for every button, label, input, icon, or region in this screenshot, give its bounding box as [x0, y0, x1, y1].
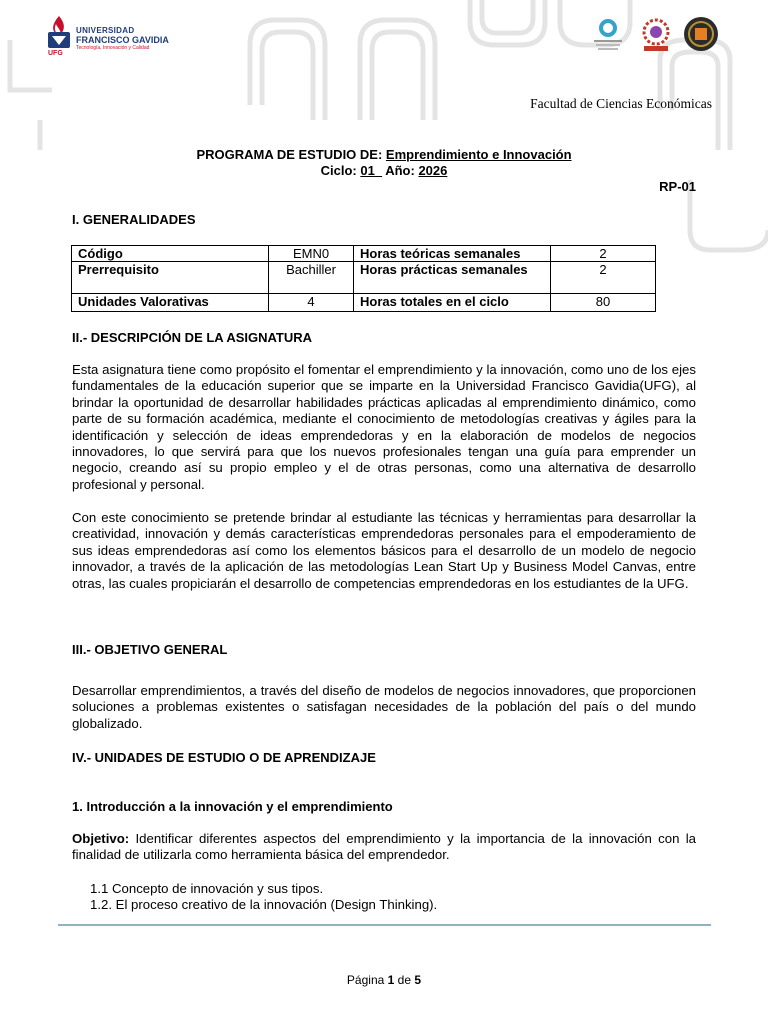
program-title-prefix: PROGRAMA DE ESTUDIO DE:: [196, 147, 383, 162]
logo-line2: FRANCISCO GAVIDIA: [76, 35, 169, 45]
footer-divider: [58, 924, 711, 926]
table-row: [72, 262, 656, 294]
description-paragraph-2: Con este conocimiento se pretende brindar al estudiante las técnicas y herramientas para desarrollar la creatividad, innovación y demás características emprendedoras personales para el empoderamiento de sus ideas emprendedoras así como los elementos básicos para el desarrollo de un modelo de negocio innovador, a través de la aplicación de las metodologías Lean Start Up y Business Model Canvas, entre otras, las cuales propiciarán el desarrollo de competencias emprendedoras en los estudiantes de la UFG.: [72, 510, 696, 591]
section-heading-unidades: IV.- UNIDADES DE ESTUDIO O DE APRENDIZAJE: [72, 750, 376, 765]
table-cell: Horas prácticas semanales: [354, 262, 551, 294]
list-item: 1.1 Concepto de innovación y sus tipos.: [90, 881, 324, 896]
list-item: 1.2. El proceso creativo de la innovación (Design Thinking).: [90, 897, 438, 913]
generalities-table: [71, 245, 656, 312]
table-cell: 80: [551, 294, 656, 312]
cycle-year-line: [0, 163, 768, 178]
table-row: [72, 246, 656, 262]
logo-abbr: UFG: [48, 50, 63, 57]
table-cell: EMN0: [269, 246, 354, 262]
year-label: Año:: [385, 163, 415, 178]
page-label: Página: [346, 973, 385, 987]
quality-award-icon: [680, 14, 722, 54]
table-cell: Código: [72, 246, 269, 262]
page-total: 5: [414, 973, 422, 987]
table-cell: Unidades Valorativas: [72, 294, 269, 312]
section-heading-descripcion: II.- DESCRIPCIÓN DE LA ASIGNATURA: [72, 330, 313, 345]
cycle-value: 01: [360, 163, 375, 178]
page-number: [0, 973, 768, 987]
table-cell: 2: [551, 246, 656, 262]
year-value: 2026: [418, 163, 448, 178]
program-title: [0, 147, 768, 162]
objective-label: Objetivo:: [72, 831, 130, 846]
university-logo: [46, 14, 176, 62]
page-current: 1: [387, 973, 395, 987]
objective-text: Identificar diferentes aspectos del emprendimiento y la importancia de la innovación con la finalidad de utilizarla como herramienta básica del emprendedor.: [72, 831, 696, 863]
unit-objective: [72, 831, 696, 864]
unit-topic-list: [90, 881, 437, 914]
section-heading-generalidades: I. GENERALIDADES: [72, 212, 196, 227]
table-cell: Prerrequisito: [72, 262, 269, 294]
table-cell: Bachiller: [269, 262, 354, 294]
page-of: de: [397, 973, 412, 987]
cycle-label: Ciclo:: [320, 163, 357, 178]
logo-tagline: Tecnología, Innovación y Calidad: [76, 45, 150, 51]
objective-paragraph: Desarrollar emprendimientos, a través del diseño de modelos de negocios innovadores, que proporcionen soluciones a problemas existentes o satisfagan necesidades de la población del país o del mundo globalizado.: [72, 683, 696, 731]
course-name: Emprendimiento e Innovación: [385, 147, 572, 162]
faculty-name: Facultad de Ciencias Económicas: [530, 96, 712, 111]
table-cell: Horas teóricas semanales: [354, 246, 551, 262]
table-cell: 4: [269, 294, 354, 312]
accreditation-seal-icon: [588, 14, 628, 54]
hceres-badge-icon: [636, 14, 676, 54]
unit-title: 1. Introducción a la innovación y el emprendimiento: [72, 799, 393, 814]
logo-line1: UNIVERSIDAD: [76, 26, 135, 35]
table-cell: 2: [551, 262, 656, 294]
description-paragraph-1: Esta asignatura tiene como propósito el fomentar el emprendimiento y la innovación, como uno de los ejes fundamentales de la educación superior que se imparte en la Universidad Francisco Gavidia(UFG), al brindar la oportunidad de desarrollar habilidades prácticas aplicadas al emprendimiento dinámico, como parte de su formación académica, mediante el conocimiento de metodologías creativas y ágiles para la identificación y selección de ideas emprendedoras y en la elaboración de modelos de negocios innovadores, lo que servirá para que los nuevos profesionales tengan una guía para emprender un negocio, creando así su propio empleo y el de otras personas, como una alternativa de desarrollo profesional y personal.: [72, 362, 696, 492]
section-heading-objetivo: III.- OBJETIVO GENERAL: [72, 642, 228, 657]
table-cell: Horas totales en el ciclo: [354, 294, 551, 312]
table-row: [72, 294, 656, 312]
document-code: RP-01: [659, 179, 696, 194]
